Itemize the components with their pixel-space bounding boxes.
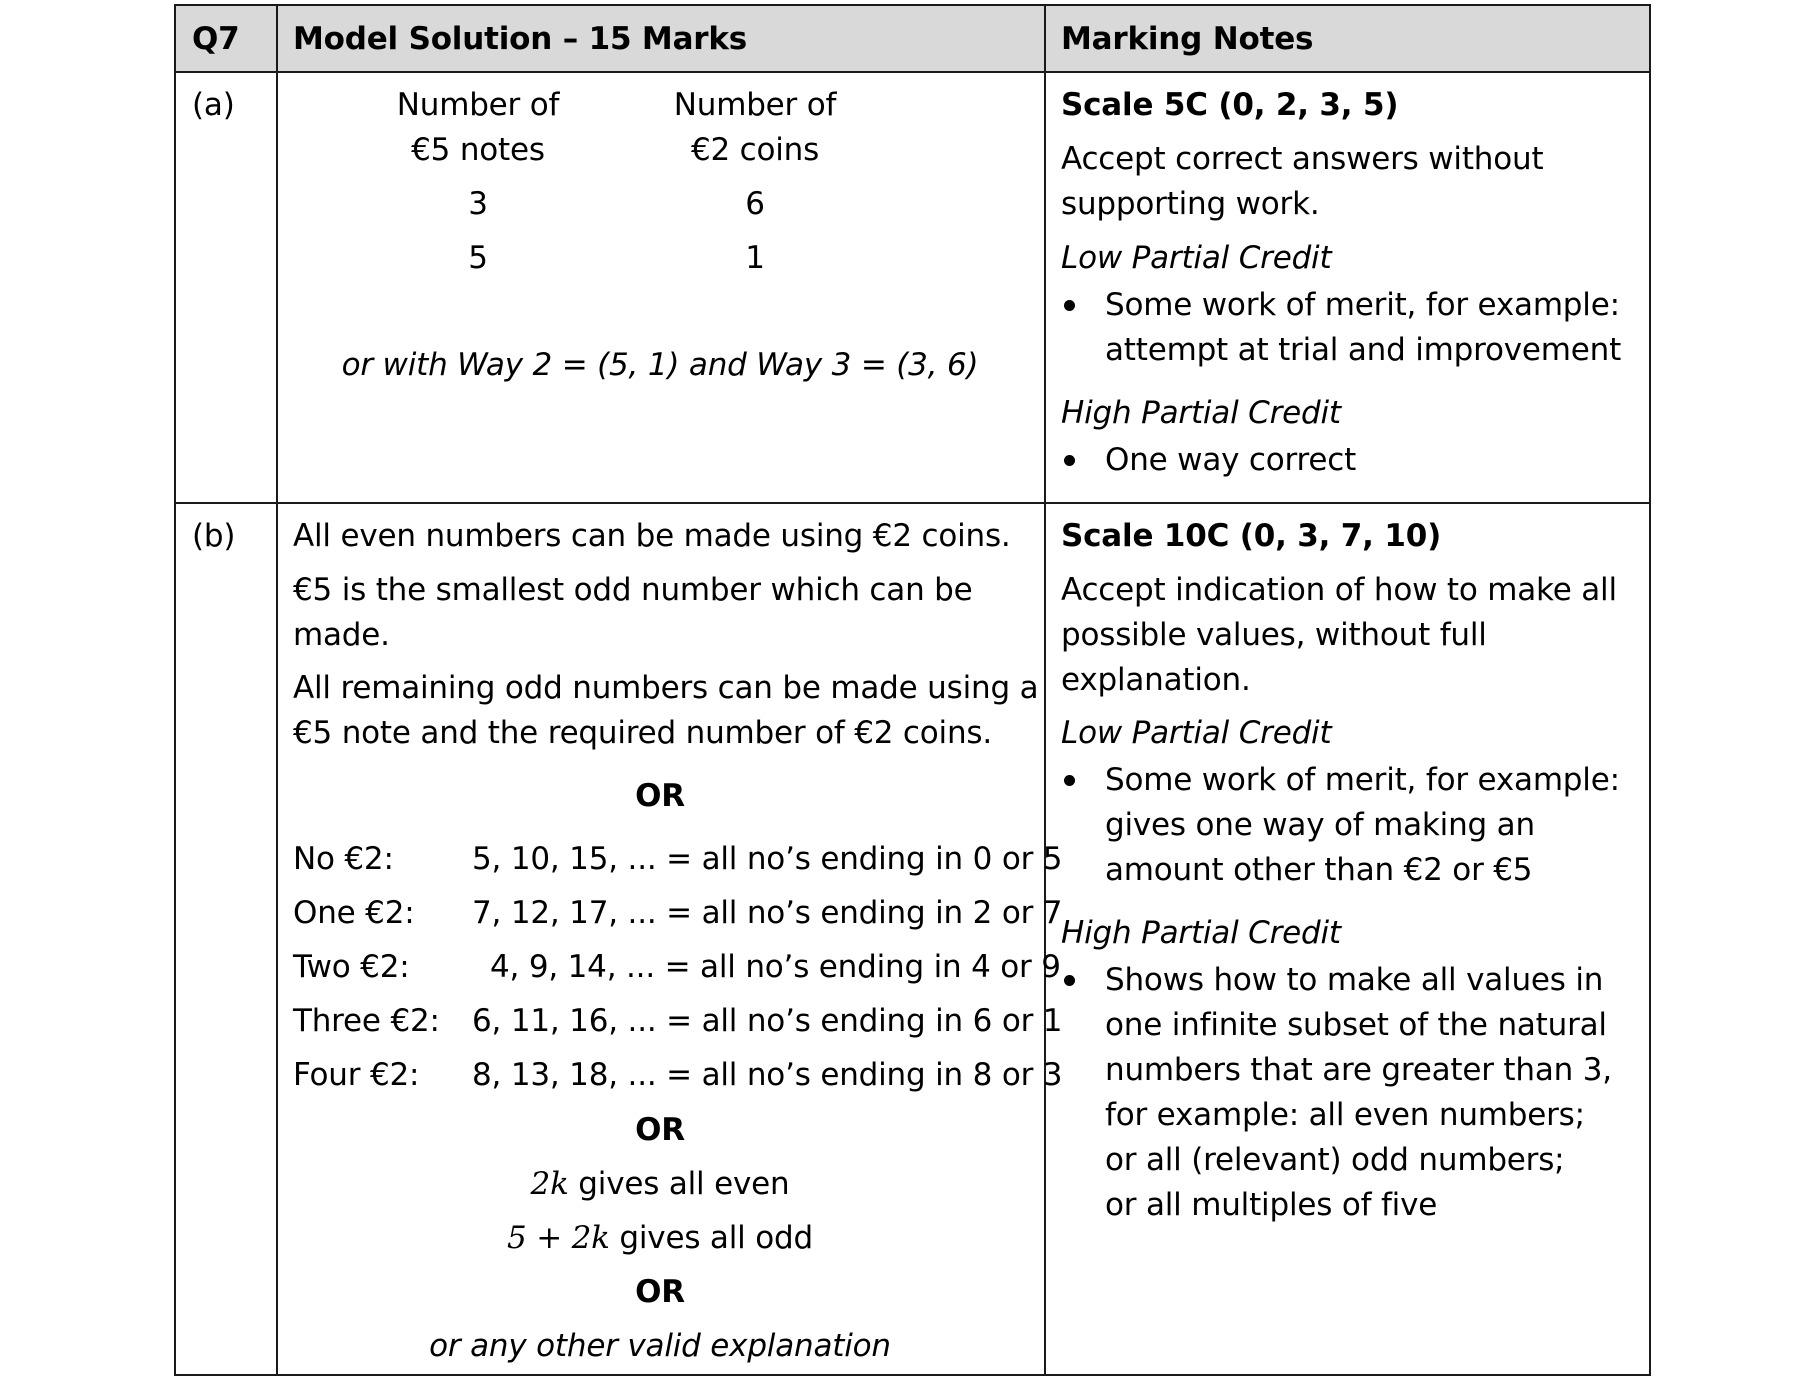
odd-expression-math: 5 + 2k [507, 1220, 610, 1256]
or-separator: OR [635, 1274, 685, 1310]
even-expression-math: 2k [530, 1166, 569, 1202]
part-b-low-partial-credit-line1: Some work of merit, for example: [1105, 762, 1620, 798]
bullet-icon [1064, 775, 1075, 786]
part-b-accept-line1: Accept indication of how to make all [1061, 572, 1617, 608]
even-expression-text: gives all even [568, 1166, 790, 1202]
even-expression [276, 1164, 1044, 1204]
question-number-header: Q7 [192, 21, 240, 57]
part-b-high-partial-credit-title: High Partial Credit [1061, 915, 1341, 951]
coins-column-heading-line1: Number of [673, 87, 837, 123]
coins-column-heading-line2: €2 coins [690, 132, 820, 168]
part-a-low-partial-credit-title: Low Partial Credit [1061, 240, 1332, 276]
smallest-odd-statement-line2: made. [293, 617, 390, 653]
even-numbers-statement: All even numbers can be made using €2 coins. [293, 518, 1011, 554]
part-b-high-partial-credit-line6: or all multiples of five [1105, 1187, 1438, 1223]
alternative-order-note: or with Way 2 = (5, 1) and Way 3 = (3, 6) [341, 347, 979, 383]
row-divider [176, 71, 1649, 73]
part-a-high-partial-credit-line1: One way correct [1105, 442, 1357, 478]
part-a-accept-line1: Accept correct answers without [1061, 141, 1544, 177]
coin-count-label: Three €2: [293, 1003, 440, 1039]
bullet-icon [1064, 455, 1075, 466]
part-a-scale: Scale 5C (0, 2, 3, 5) [1061, 87, 1399, 123]
way-2-notes: 5 [468, 240, 488, 276]
way-2-coins: 1 [745, 240, 765, 276]
part-b-accept-line3: explanation. [1061, 662, 1251, 698]
odd-expression [276, 1218, 1044, 1258]
other-explanation-note: or any other valid explanation [429, 1328, 891, 1364]
way-1-coins: 6 [745, 186, 765, 222]
part-b-accept-line2: possible values, without full [1061, 617, 1487, 653]
model-solution-header: Model Solution – 15 Marks [293, 21, 748, 57]
part-a-accept-line2: supporting work. [1061, 186, 1320, 222]
part-b-scale: Scale 10C (0, 3, 7, 10) [1061, 518, 1442, 554]
part-b-low-partial-credit-line2: gives one way of making an [1105, 807, 1535, 843]
coin-count-values: 7, 12, 17, ... = all no’s ending in 2 or 7 [472, 895, 1063, 931]
or-separator: OR [635, 1112, 685, 1148]
coin-count-label: Four €2: [293, 1057, 420, 1093]
part-b-high-partial-credit-line3: numbers that are greater than 3, [1105, 1052, 1612, 1088]
part-a-low-partial-credit-line1: Some work of merit, for example: [1105, 287, 1620, 323]
notes-column-heading-line2: €5 notes [411, 132, 545, 168]
coin-count-label: Two €2: [293, 949, 410, 985]
remaining-odd-statement-line2: €5 note and the required number of €2 coins. [293, 715, 992, 751]
notes-column-heading-line1: Number of [396, 87, 560, 123]
odd-expression-text: gives all odd [609, 1220, 813, 1256]
part-a-high-partial-credit-title: High Partial Credit [1061, 395, 1341, 431]
remaining-odd-statement-line1: All remaining odd numbers can be made using a [293, 670, 1039, 706]
bullet-icon [1064, 300, 1075, 311]
part-b-low-partial-credit-title: Low Partial Credit [1061, 715, 1332, 751]
coin-count-values: 4, 9, 14, ... = all no’s ending in 4 or 9 [490, 949, 1061, 985]
or-separator: OR [635, 778, 685, 814]
coin-count-label: No €2: [293, 841, 394, 877]
part-b-high-partial-credit-line2: one infinite subset of the natural [1105, 1007, 1607, 1043]
smallest-odd-statement-line1: €5 is the smallest odd number which can be [293, 572, 973, 608]
part-b-high-partial-credit-line4: for example: all even numbers; [1105, 1097, 1585, 1133]
row-divider [176, 502, 1649, 504]
bullet-icon [1064, 975, 1075, 986]
coin-count-values: 6, 11, 16, ... = all no’s ending in 6 or 1 [472, 1003, 1063, 1039]
way-1-notes: 3 [468, 186, 488, 222]
part-a-low-partial-credit-line2: attempt at trial and improvement [1105, 332, 1622, 368]
part-b-low-partial-credit-line3: amount other than €2 or €5 [1105, 852, 1533, 888]
column-divider [1044, 6, 1046, 1374]
coin-count-values: 8, 13, 18, ... = all no’s ending in 8 or 3 [472, 1057, 1063, 1093]
coin-count-values: 5, 10, 15, ... = all no’s ending in 0 or 5 [472, 841, 1063, 877]
part-a-label: (a) [192, 87, 235, 123]
part-b-high-partial-credit-line1: Shows how to make all values in [1105, 962, 1604, 998]
coin-count-label: One €2: [293, 895, 415, 931]
part-b-label: (b) [192, 518, 236, 554]
marking-notes-header: Marking Notes [1061, 21, 1314, 57]
part-b-high-partial-credit-line5: or all (relevant) odd numbers; [1105, 1142, 1565, 1178]
